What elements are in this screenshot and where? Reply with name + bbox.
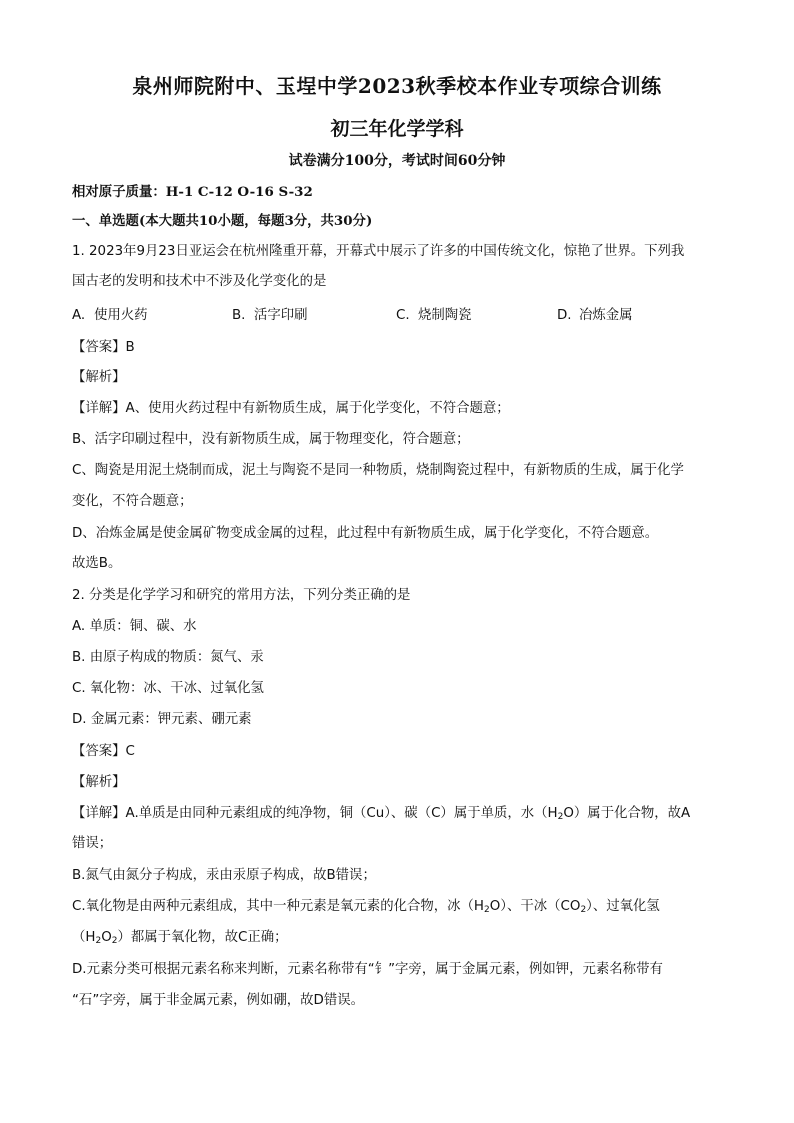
subscript: 2 bbox=[484, 905, 490, 915]
q2-detail-c-line2 bbox=[72, 928, 288, 951]
q2-detail-a-line1 bbox=[72, 804, 690, 827]
subscript: 2 bbox=[557, 812, 564, 822]
option-text: 烧制陶瓷 bbox=[418, 308, 472, 323]
q1-option-c bbox=[396, 306, 472, 326]
text-segment: O）、干冰（CO bbox=[489, 899, 581, 914]
text-segment: C.氧化物是由两种元素组成，其中一种元素是氧元素的化合物，冰（H bbox=[72, 899, 485, 914]
subscript: 2 bbox=[111, 936, 118, 946]
q1-option-a bbox=[72, 306, 148, 326]
q1-stem-line2: 国古老的发明和技术中不涉及化学变化的是 bbox=[72, 274, 327, 289]
section-heading: 一、单选题(本大题共10小题，每题3分，共30分) bbox=[72, 213, 373, 229]
text-segment: 【详解】A.单质是由同种元素组成的纯净物，铜（Cu）、碳（C）属于单质，水（H bbox=[72, 806, 558, 821]
text-segment: O）属于化合物，故A bbox=[563, 806, 691, 821]
option-text: 使用火药 bbox=[94, 308, 148, 323]
text-segment: O bbox=[101, 930, 112, 945]
q2-option-a: A. 单质：铜、碳、水 bbox=[72, 619, 197, 634]
q1-stem-line1: 1. 2023年9月23日亚运会在杭州隆重开幕，开幕式中展示了许多的中国传统文化，惊艳了世界。下列我 bbox=[72, 244, 685, 259]
q1-detail-line: C、陶瓷是用泥土烧制而成，泥土与陶瓷不是同一种物质，烧制陶瓷过程中，有新物质的生成，属于化学 bbox=[72, 463, 684, 478]
exam-info: 试卷满分100分，考试时间60分钟 bbox=[288, 153, 506, 169]
option-text: 活字印刷 bbox=[254, 308, 308, 323]
q2-detail-c-line1 bbox=[72, 897, 660, 920]
option-key: C. bbox=[396, 308, 410, 323]
text-segment: ）、过氧化氢 bbox=[586, 899, 660, 914]
q2-detail-d-line2: “石”字旁，属于非金属元素，例如硼，故D错误。 bbox=[72, 993, 364, 1008]
q2-detail-a-line2: 错误； bbox=[72, 836, 113, 851]
subscript: 2 bbox=[580, 905, 587, 915]
q1-analysis-label: 【解析】 bbox=[72, 370, 126, 385]
q2-detail-b: B.氮气由氮分子构成，汞由汞原子构成，故B错误； bbox=[72, 868, 376, 883]
q1-option-d bbox=[557, 306, 633, 326]
q1-detail-line: 【详解】A、使用火药过程中有新物质生成，属于化学变化，不符合题意； bbox=[72, 401, 510, 416]
option-key: B. bbox=[232, 308, 246, 323]
q1-detail-line: 故选B。 bbox=[72, 556, 122, 571]
q2-detail-d-line1: D.元素分类可根据元素名称来判断，元素名称带有“钅”字旁，属于金属元素，例如钾，元素名称带有 bbox=[72, 962, 663, 977]
option-key: A. bbox=[72, 308, 86, 323]
q2-analysis-label: 【解析】 bbox=[72, 775, 126, 790]
text-segment: ）都属于氧化物，故C正确； bbox=[117, 930, 288, 945]
q1-option-b bbox=[232, 306, 308, 326]
q1-detail-line: B、活字印刷过程中，没有新物质生成，属于物理变化，符合题意； bbox=[72, 432, 470, 447]
q2-option-d: D. 金属元素：钾元素、硼元素 bbox=[72, 712, 252, 727]
q2-answer: 【答案】C bbox=[72, 744, 135, 759]
q2-stem: 2. 分类是化学学习和研究的常用方法，下列分类正确的是 bbox=[72, 588, 411, 603]
q2-option-c: C. 氧化物：冰、干冰、过氧化氢 bbox=[72, 681, 264, 696]
q1-detail-line: 变化，不符合题意； bbox=[72, 494, 193, 509]
atomic-mass-line: 相对原子质量：H-1 C-12 O-16 S-32 bbox=[72, 184, 313, 200]
option-key: D. bbox=[557, 308, 572, 323]
text-segment: （H bbox=[72, 930, 96, 945]
subscript: 2 bbox=[95, 936, 102, 946]
option-text: 冶炼金属 bbox=[579, 308, 633, 323]
q1-answer: 【答案】B bbox=[72, 340, 135, 355]
document-subtitle: 初三年化学学科 bbox=[330, 118, 464, 140]
document-title: 泉州师院附中、玉埕中学2023秋季校本作业专项综合训练 bbox=[132, 74, 662, 98]
q2-option-b: B. 由原子构成的物质：氮气、汞 bbox=[72, 650, 264, 665]
q1-detail-line: D、冶炼金属是使金属矿物变成金属的过程，此过程中有新物质生成，属于化学变化，不符合题意。 bbox=[72, 526, 659, 541]
